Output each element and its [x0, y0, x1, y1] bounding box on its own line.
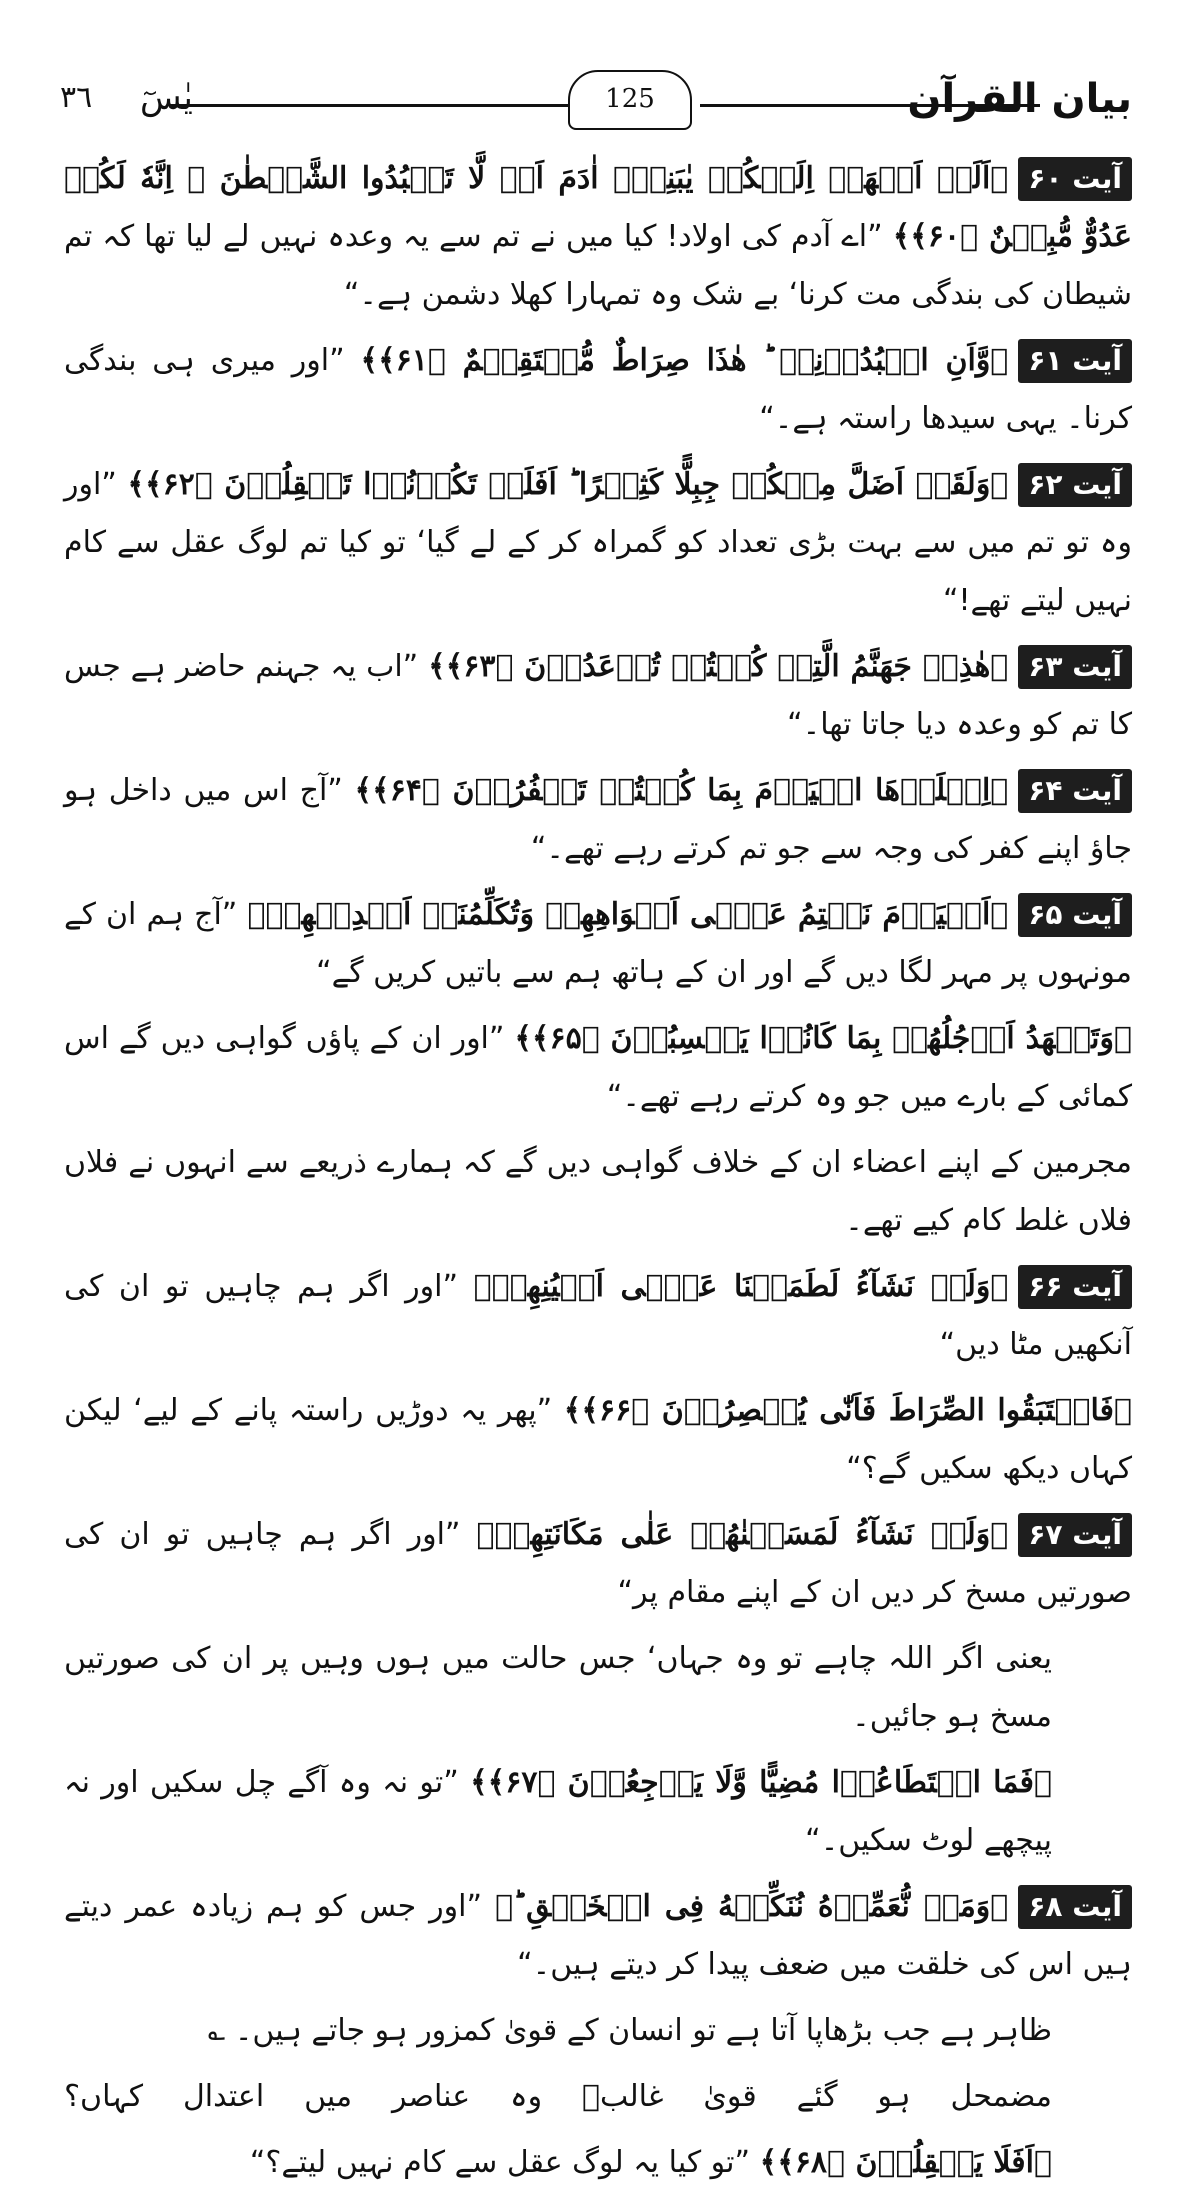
verse-word: اعتدال	[183, 2079, 265, 2114]
arabic-text: ﴿اَلۡیَوۡمَ نَخۡتِمُ عَلٰۤی اَفۡوَاهِهِمۡ وَتُكَلِّمُنَاۤ اَیۡدِیۡهِمۡ﴾	[247, 897, 1009, 932]
urdu-translation: ”اے آدم کی اولاد! کیا میں نے تم سے یہ وعدہ نہیں لے لیا تھا کہ تم شیطان کی بندگی مت کرنا‘ بے شک وہ تمہارا کھلا دشمن ہے۔“	[64, 219, 1132, 312]
commentary-note: مجرمین کے اپنے اعضاء ان کے خلاف گواہی دیں گے کہ ہمارے ذریعے سے انہوں نے فلاں فلاں غلط کام کیے تھے۔	[64, 1145, 1132, 1238]
verse-word: ہو	[877, 2079, 911, 2114]
urdu-translation: ”اور اگر ہم چاہیں تو ان کی صورتیں مسخ کر دیں ان کے اپنے مقام پر“	[64, 1517, 1132, 1610]
ayah-entry	[64, 2134, 1132, 2192]
ayah-badge: آیت ۶۰	[1018, 157, 1132, 201]
urdu-translation: ”اور اگر ہم چاہیں تو ان کی آنکھیں مٹا دیں“	[64, 1269, 1132, 1362]
ayah-badge: آیت ۶۴	[1018, 769, 1132, 813]
urdu-translation: ”اور جس کو ہم زیادہ عمر دیتے ہیں اس کی خلقت میں ضعف پیدا کر دیتے ہیں۔“	[64, 1889, 1132, 1982]
header-rule-left	[170, 104, 570, 107]
page-body	[64, 150, 1132, 2200]
arabic-text: ﴿هٰذِهٖ جَهَنَّمُ الَّتِیۡ كُنۡتُمۡ تُوۡعَدُوۡنَ ﴿۶۳﴾﴾	[428, 649, 1009, 684]
ayah-entry	[64, 886, 1132, 1002]
ayah-entry	[64, 638, 1132, 754]
ayah-badge: آیت ۶۷	[1018, 1513, 1132, 1557]
page-number: 125	[568, 70, 692, 130]
ayah-entry	[64, 1382, 1132, 1498]
ayah-entry	[64, 1754, 1132, 1870]
commentary-note: ظاہر ہے جب بڑھاپا آتا ہے تو انسان کے قویٰ کمزور ہو جاتے ہیں۔ ؎	[207, 2013, 1052, 2048]
arabic-text: ﴿وَّاَنِ اعۡبُدُوۡنِیۡ ؕ هٰذَا صِرَاطٌ مُّسۡتَقِیۡمٌ ﴿۶۱﴾﴾	[360, 343, 1009, 378]
ayah-entry	[64, 762, 1132, 878]
ayah-badge: آیت ۶۵	[1018, 893, 1132, 937]
urdu-translation: ”اور میری ہی بندگی کرنا۔ یہی سیدھا راستہ ہے۔“	[64, 343, 1132, 436]
urdu-translation: ”تو کیا یہ لوگ عقل سے کام نہیں لیتے؟“	[249, 2145, 751, 2180]
urdu-translation: ”آج ہم ان کے مونہوں پر مہر لگا دیں گے اور ان کے ہاتھ ہم سے باتیں کریں گے“	[64, 897, 1132, 990]
ayah-entry	[64, 456, 1132, 630]
verse-word: قویٰ	[703, 2079, 757, 2114]
arabic-text: ﴿فَاسۡتَبَقُوا الصِّرَاطَ فَاَنّٰی یُبۡصِرُوۡنَ ﴿۶۶﴾﴾	[563, 1393, 1132, 1428]
urdu-translation: ”اور ان کے پاؤں گواہی دیں گے اس کمائی کے بارے میں جو وہ کرتے رہے تھے۔“	[64, 1021, 1132, 1114]
verse-word: وہ	[510, 2079, 543, 2114]
arabic-text: ﴿وَلَوۡ نَشَآءُ لَطَمَسۡنَا عَلٰۤی اَعۡیُنِهِمۡ﴾	[473, 1269, 1009, 1304]
verse-word: عناصر	[391, 2079, 471, 2114]
ayah-badge: آیت ۶۳	[1018, 645, 1132, 689]
page-header	[60, 70, 1132, 130]
arabic-text: ﴿وَلَقَدۡ اَضَلَّ مِنۡكُمۡ جِبِلًّا كَثِیۡرًا ؕ اَفَلَمۡ تَكُوۡنُوۡا تَعۡقِلُوۡنَ ﴿۶۲﴾﴾	[127, 467, 1009, 502]
urdu-translation: ”آج اس میں داخل ہو جاؤ اپنے کفر کی وجہ سے جو تم کرتے رہے تھے۔“	[64, 773, 1132, 866]
surah-name: یٰسٓ	[140, 78, 193, 118]
ayah-badge: آیت ۶۱	[1018, 339, 1132, 383]
arabic-text: ﴿وَتَشۡهَدُ اَرۡجُلُهُمۡ بِمَا كَانُوۡا یَكۡسِبُوۡنَ ﴿۶۵﴾﴾	[514, 1021, 1132, 1056]
para-number: ۳٦	[60, 80, 93, 115]
ayah-badge: آیت ۶۲	[1018, 463, 1132, 507]
urdu-translation: ”اب یہ جہنم حاضر ہے جس کا تم کو وعدہ دیا جاتا تھا۔“	[64, 649, 1132, 742]
poetry-verse	[64, 2068, 1132, 2126]
book-title: بیان القرآن	[907, 76, 1132, 122]
urdu-translation: ”پھر یہ دوڑیں راستہ پانے کے لیے‘ لیکن کہاں دیکھ سکیں گے؟“	[64, 1393, 1132, 1486]
urdu-translation: ”تو نہ وہ آگے چل سکیں اور نہ پیچھے لوٹ سکیں۔“	[64, 1765, 1052, 1858]
ayah-entry	[64, 1506, 1132, 1622]
verse-word: غالبؔ	[582, 2079, 664, 2114]
arabic-text: ﴿وَلَوۡ نَشَآءُ لَمَسَخۡنٰهُمۡ عَلٰی مَكَانَتِهِمۡ﴾	[476, 1517, 1009, 1552]
ayah-badge: آیت ۶۸	[1018, 1885, 1132, 1929]
arabic-text: ﴿اَفَلَا یَعۡقِلُوۡنَ ﴿۶۸﴾﴾	[759, 2145, 1052, 2180]
ayah-badge: آیت ۶۶	[1018, 1265, 1132, 1309]
ayah-entry	[64, 1258, 1132, 1374]
verse-word: مضمحل	[950, 2079, 1052, 2114]
commentary-note: یعنی اگر اللہ چاہے تو وہ جہاں‘ جس حالت میں ہوں وہیں پر ان کی صورتیں مسخ ہو جائیں۔	[64, 1641, 1052, 1734]
ayah-entry	[64, 1010, 1132, 1126]
arabic-text: ﴿وَمَنۡ نُّعَمِّرۡهُ نُنَكِّسۡهُ فِی الۡخَلۡقِ ؕ﴾	[495, 1889, 1009, 1924]
arabic-text: ﴿اِصۡلَوۡهَا الۡیَوۡمَ بِمَا كُنۡتُمۡ تَكۡفُرُوۡنَ ﴿۶۴﴾﴾	[354, 773, 1009, 808]
arabic-text: ﴿فَمَا اسۡتَطَاعُوۡا مُضِیًّا وَّلَا یَرۡجِعُوۡنَ ﴿۶۷﴾﴾	[470, 1765, 1052, 1800]
verse-word: کہاں؟	[64, 2079, 144, 2114]
verse-word: میں	[304, 2079, 353, 2114]
ayah-entry	[64, 150, 1132, 324]
urdu-translation: ”اور وہ تو تم میں سے بہت بڑی تعداد کو گمراہ کر کے لے گیا‘ تو کیا تم لوگ عقل سے کام نہیں لیتے تھے!“	[64, 467, 1132, 618]
ayah-entry	[64, 332, 1132, 448]
arabic-text: ﴿اَلَمۡ اَعۡهَدۡ اِلَیۡكُمۡ یٰبَنِیۡۤ اٰدَمَ اَنۡ لَّا تَعۡبُدُوا الشَّیۡطٰنَ ۚ اِنَّهٗ لَكُمۡ عَدُوٌّ مُّبِیۡنٌ ﴿۶۰﴾﴾	[64, 161, 1132, 254]
ayah-entry	[64, 1878, 1132, 1994]
verse-word: گئے	[796, 2079, 838, 2114]
